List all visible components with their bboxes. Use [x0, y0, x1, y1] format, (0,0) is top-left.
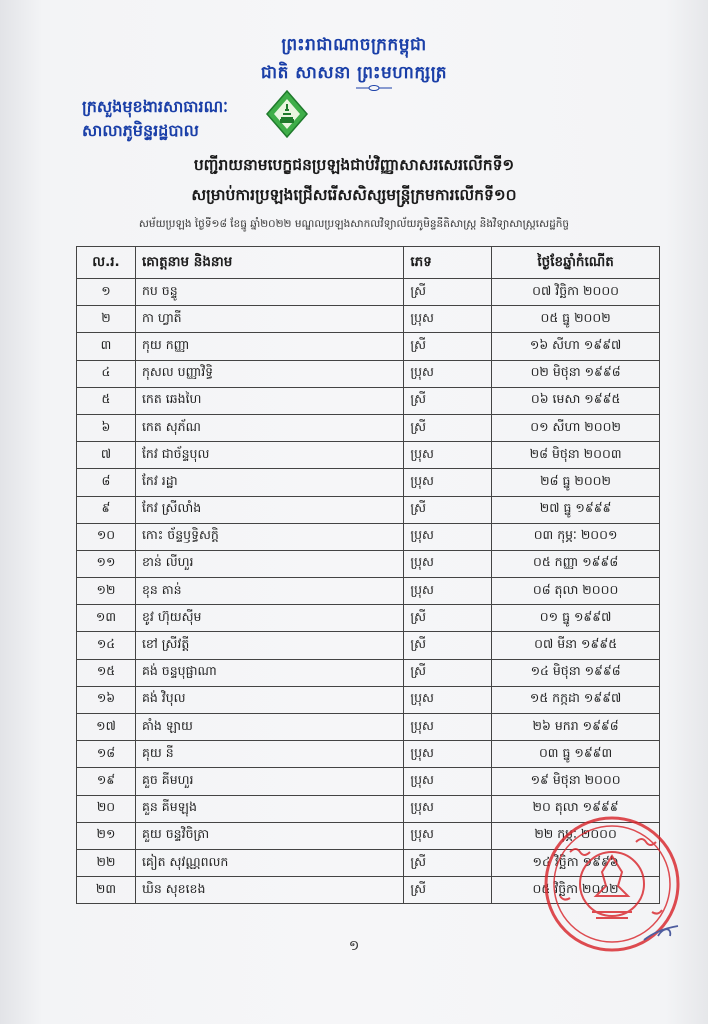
table-row	[77, 714, 660, 741]
table-row	[77, 632, 660, 659]
cell-dob: ០៣ ធ្នូ ១៩៩៣	[492, 741, 660, 768]
cell-number: ១៦	[77, 686, 136, 713]
cell-dob: ០៧ មីនា ១៩៩៥	[492, 632, 660, 659]
school-name: សាលាភូមិន្ទរដ្ឋបាល	[82, 121, 199, 140]
cell-name: កែវ រដ្ឋា	[135, 469, 403, 496]
cell-number: ១២	[77, 578, 136, 605]
document-subtitle-title: សម្រាប់ការប្រឡងជ្រើសរើសសិស្សមន្ត្រីក្រមការលើកទី១០	[191, 185, 517, 204]
table-header-row	[77, 247, 660, 279]
table-row	[77, 414, 660, 441]
cell-sex: ប្រុស	[404, 714, 492, 741]
cell-number: ១៨	[77, 741, 136, 768]
cell-dob: ០៨ តុលា ២០០០	[492, 578, 660, 605]
cell-name: ខាន់ លីហួរ	[135, 550, 403, 577]
cell-number: ១០	[77, 523, 136, 550]
title-ornament-icon	[356, 84, 392, 92]
cell-number: ៩	[77, 496, 136, 523]
cell-number: ១៣	[77, 605, 136, 632]
table-row	[77, 306, 660, 333]
table-row	[77, 469, 660, 496]
cell-name: គុយ នី	[135, 741, 403, 768]
cell-name: ខៅ ស្រីវត្តី	[135, 632, 403, 659]
cell-name: កា ហ្វាតី	[135, 306, 403, 333]
cell-dob: ០១ សីហា ២០០២	[492, 414, 660, 441]
cell-dob: ១៥ កក្កដា ១៩៩៧	[492, 686, 660, 713]
cell-sex: ប្រុស	[404, 550, 492, 577]
cell-name: កុយ កញ្ញា	[135, 333, 403, 360]
exam-session-note: សម័យប្រឡង ថ្ងៃទី១៨ ខែធ្នូ ឆ្នាំ២០២២ មណ្ឌលប្រឡងសាកលវិទ្យាល័យភូមិន្ទនីតិសាស្ត្រ និងវិទ្យាសាស្ត្រសេដ្ឋកិច្ច	[138, 218, 570, 230]
cell-number: ៨	[77, 469, 136, 496]
cell-dob: ០៥ វិច្ឆិកា ២០០២	[492, 877, 660, 904]
cell-number: ២១	[77, 822, 136, 849]
cell-sex: ប្រុស	[404, 686, 492, 713]
cell-number: ២២	[77, 849, 136, 876]
cell-sex: ប្រុស	[404, 822, 492, 849]
cell-number: ២០	[77, 795, 136, 822]
cell-dob: ២០ តុលា ១៩៩៩	[492, 795, 660, 822]
table-row	[77, 279, 660, 306]
table-row	[77, 605, 660, 632]
table-row	[77, 686, 660, 713]
cell-sex: ប្រុស	[404, 523, 492, 550]
cell-sex: ប្រុស	[404, 578, 492, 605]
cell-dob: ០២ មិថុនា ១៩៩៨	[492, 360, 660, 387]
cell-number: ៦	[77, 414, 136, 441]
page-number: ១	[348, 938, 360, 954]
cell-dob: ០៣ កុម្ភៈ ២០០១	[492, 523, 660, 550]
cell-number: ១៥	[77, 659, 136, 686]
cell-name: កែវ ជាច័ន្ទបុល	[135, 442, 403, 469]
column-header-name: គោត្តនាម និងនាម	[135, 247, 403, 279]
cell-dob: ១៤ មិថុនា ១៩៩៨	[492, 659, 660, 686]
cell-name: កេត ឆេងហៃ	[135, 387, 403, 414]
cell-number: ១៧	[77, 714, 136, 741]
column-header-sex: ភេទ	[404, 247, 492, 279]
cell-name: កុសល បញ្ញាវិទ្ធិ	[135, 360, 403, 387]
table-row	[77, 578, 660, 605]
cell-sex: ស្រី	[404, 333, 492, 360]
cell-sex: ស្រី	[404, 279, 492, 306]
table-row	[77, 523, 660, 550]
cell-sex: ប្រុស	[404, 360, 492, 387]
candidate-table	[76, 246, 660, 904]
cell-name: កែវ ស្រីលាំង	[135, 496, 403, 523]
cell-number: ៣	[77, 333, 136, 360]
table-row	[77, 550, 660, 577]
cell-sex: ប្រុស	[404, 442, 492, 469]
cell-name: ឃិន សុខខេង	[135, 877, 403, 904]
cell-name: កោះ ច័ន្ទឫទ្ធិសក្តិ	[135, 523, 403, 550]
cell-number: ២	[77, 306, 136, 333]
cell-dob: ២២ កុម្ភៈ ២០០០	[492, 822, 660, 849]
cell-number: ៥	[77, 387, 136, 414]
cell-name: ខូវ ហ៊ុយស៊ីម	[135, 605, 403, 632]
cell-number: ១	[77, 279, 136, 306]
document-title: បញ្ជីរាយនាមបេក្ខជនប្រឡងជាប់វិញ្ញាសាសរសេរលើកទី១	[193, 155, 515, 174]
ministry-emblem-icon	[266, 90, 308, 138]
table-row	[77, 442, 660, 469]
table-row	[77, 659, 660, 686]
kingdom-heading: ព្រះរាជាណាចក្រកម្ពុជា	[281, 35, 427, 55]
cell-dob: ០១ ធ្នូ ១៩៩៧	[492, 605, 660, 632]
cell-name: ខុន តាន់	[135, 578, 403, 605]
cell-number: ១១	[77, 550, 136, 577]
table-row	[77, 387, 660, 414]
ministry-name: ក្រសួងមុខងារសាធារណៈ	[82, 97, 228, 116]
table-row	[77, 741, 660, 768]
cell-name: គង់ វិបុល	[135, 686, 403, 713]
table-row	[77, 360, 660, 387]
cell-number: ៤	[77, 360, 136, 387]
cell-dob: ០៦ មេសា ១៩៩៥	[492, 387, 660, 414]
cell-dob: ០៥ ធ្នូ ២០០២	[492, 306, 660, 333]
cell-name: គាំង ឡាយ	[135, 714, 403, 741]
cell-dob: ២៧ ធ្នូ ១៩៩៩	[492, 496, 660, 523]
cell-number: ៧	[77, 442, 136, 469]
cell-dob: ២៨ ធ្នូ ២០០២	[492, 469, 660, 496]
cell-sex: ប្រុស	[404, 795, 492, 822]
cell-name: គួច គីមហួរ	[135, 768, 403, 795]
cell-sex: ប្រុស	[404, 741, 492, 768]
cell-dob: ១៩ មិថុនា ២០០០	[492, 768, 660, 795]
cell-dob: ០៧ វិច្ឆិកា ២០០០	[492, 279, 660, 306]
cell-name: គង់ ចន្ទបុផ្ផាណា	[135, 659, 403, 686]
cell-number: ១៩	[77, 768, 136, 795]
cell-dob: ២៦ មករា ១៩៩៨	[492, 714, 660, 741]
cell-dob: ០៥ កញ្ញា ១៩៩៨	[492, 550, 660, 577]
cell-name: គួន គីមឡុង	[135, 795, 403, 822]
cell-name: កប ចន្ទូ	[135, 279, 403, 306]
cell-sex: ប្រុស	[404, 768, 492, 795]
cell-number: ១៤	[77, 632, 136, 659]
cell-sex: ស្រី	[404, 605, 492, 632]
cell-dob: ២៨ មិថុនា ២០០៣	[492, 442, 660, 469]
column-header-number: ល.រ.	[77, 247, 136, 279]
column-header-dob: ថ្ងៃខែឆ្នាំកំណើត	[492, 247, 660, 279]
cell-dob: ១៦ សីហា ១៩៩៧	[492, 333, 660, 360]
ministry-block	[82, 95, 228, 143]
cell-sex: ស្រី	[404, 877, 492, 904]
cell-dob: ១៤ វិច្ឆិកា ១៩៩៦	[492, 849, 660, 876]
cell-name: គៀត សុវណ្ណពលក	[135, 849, 403, 876]
cell-sex: ស្រី	[404, 496, 492, 523]
cell-name: គួយ ចន្ទវិចិត្រា	[135, 822, 403, 849]
cell-sex: ស្រី	[404, 849, 492, 876]
cell-sex: ស្រី	[404, 387, 492, 414]
cell-name: កេត សុភ័ណ	[135, 414, 403, 441]
cell-sex: ប្រុស	[404, 469, 492, 496]
national-motto: ជាតិ សាសនា ព្រះមហាក្សត្រ	[260, 63, 448, 83]
cell-sex: ស្រី	[404, 632, 492, 659]
cell-sex: ស្រី	[404, 659, 492, 686]
cell-sex: ស្រី	[404, 414, 492, 441]
cell-sex: ប្រុស	[404, 306, 492, 333]
table-row	[77, 496, 660, 523]
table-row	[77, 333, 660, 360]
table-row	[77, 768, 660, 795]
cell-number: ២៣	[77, 877, 136, 904]
